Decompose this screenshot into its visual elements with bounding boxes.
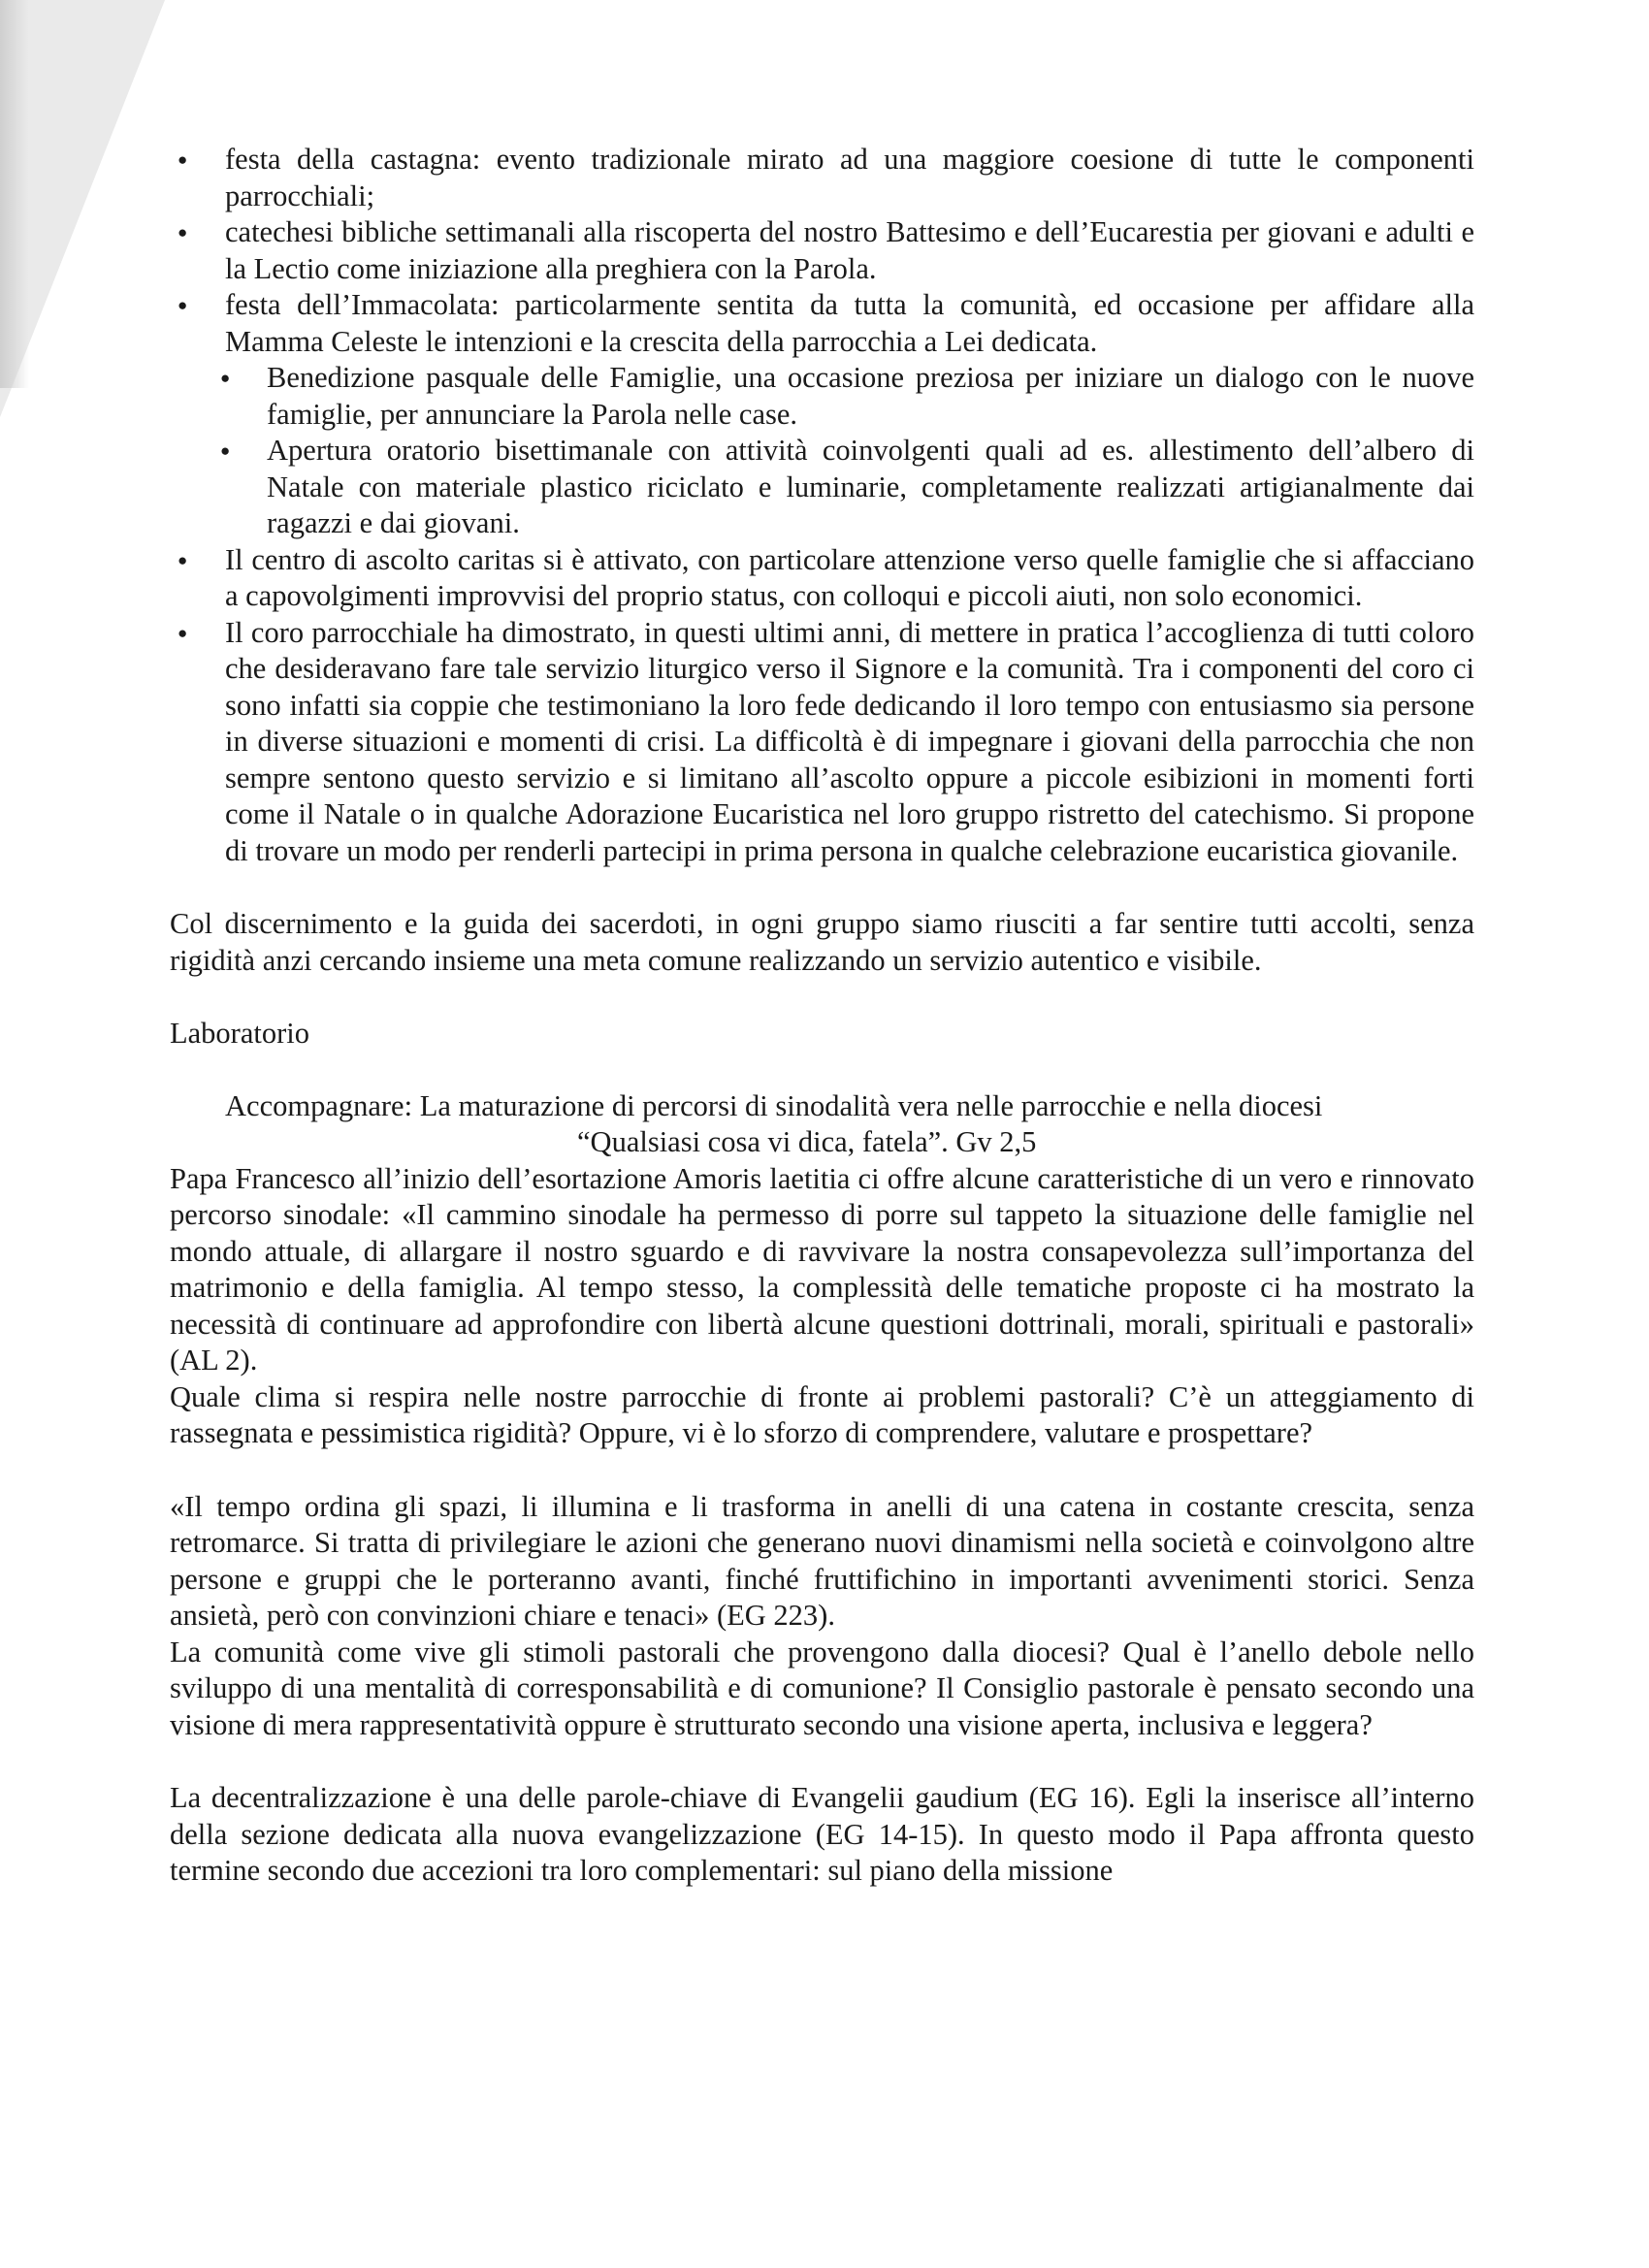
paragraph-discernimento: Col discernimento e la guida dei sacerdoti, in ogni gruppo siamo riusciti a far sentire tutti accolti, senza rigidità anzi cercando insieme una meta comune realizzando un servizio autentico e visibile. <box>170 907 1474 977</box>
document-body <box>170 142 1474 1890</box>
paragraph-tempo: «Il tempo ordina gli spazi, li illumina e li trasforma in anelli di una catena in costante crescita, senza retromarce. Si tratta di privilegiare le azioni che generano nuovi dinamismi nella società e coinvolgono altre persone e gruppi che le porteranno avanti, finché fruttifichino in importanti avvenimenti storici. Senza ansietà, però con convinzioni chiare e tenaci» (EG 223). <box>170 1489 1474 1632</box>
paragraph-clima: Quale clima si respira nelle nostre parrocchie di fronte ai problemi pastorali? C’è un atteggiamento di rassegnata e pessimistica rigidità? Oppure, vi è lo sforzo di comprendere, valutare e prospettare? <box>170 1379 1474 1449</box>
list-item: ● festa della castagna: evento tradizionale mirato ad una maggiore coesione di tutte le componenti parrocchiali; <box>170 142 1474 214</box>
section-subtitle: Accompagnare: La maturazione di percorsi di sinodalità vera nelle parrocchie e nella diocesi <box>225 1088 1323 1122</box>
list-item: ● Il coro parrocchiale ha dimostrato, in questi ultimi anni, di mettere in pratica l’accoglienza di tutti coloro che desideravano fare tale servizio liturgico verso il Signore e la comunità. Tra i componenti del coro ci sono infatti sia coppie che testimoniano la loro fede dedicando il loro tempo con entusiasmo sia persone in diverse situazioni e momenti di crisi. La difficoltà è di impegnare i giovani della parrocchia che non sempre sentono questo servizio e si limitano all’ascolto oppure a piccole esibizioni in momenti forti come il Natale o in qualche Adorazione Eucaristica nel loro gruppo ristretto del catechismo. Si propone di trovare un modo per renderli partecipi in prima persona in qualche celebrazione eucaristica giovanile. <box>170 615 1474 870</box>
paragraph-amoris: Papa Francesco all’inizio dell’esortazione Amoris laetitia ci offre alcune caratteristiche di un vero e rinnovato percorso sinodale: «Il cammino sinodale ha permesso di porre sul tappeto la situazione delle famiglie nel mondo attuale, di allargare il nostro sguardo e di ravvivare la nostra consapevolezza sull’importanza del matrimonio e della famiglia. Al tempo stesso, la complessità delle tematiche proposte ci ha mostrato la necessità di continuare ad approfondire con libertà alcune questioni dottrinali, morali, spirituali e pastorali» (AL 2). <box>170 1161 1474 1377</box>
scripture-quote: “Qualsiasi cosa vi dica, fatela”. Gv 2,5 <box>577 1125 1037 1158</box>
list-item: ● Apertura oratorio bisettimanale con attività coinvolgenti quali ad es. allestimento dell’albero di Natale con materiale plastico riciclato e luminarie, completamente realizzati artigianalmente dai ragazzi e dai giovani. <box>170 433 1474 542</box>
list-item: ● catechesi bibliche settimanali alla riscoperta del nostro Battesimo e dell’Eucarestia per giovani e adulti e la Lectio come iniziazione alla preghiera con la Parola. <box>170 214 1474 287</box>
section-title: Laboratorio <box>170 1017 309 1050</box>
paragraph-decentralizzazione: La decentralizzazione è una delle parole-chiave di Evangelii gaudium (EG 16). Egli la inserisce all’interno della sezione dedicata alla nuova evangelizzazione (EG 14-15). In questo modo il Papa affronta questo termine secondo due accezioni tra loro complementari: sul piano della missione <box>170 1781 1474 1887</box>
activity-list-3 <box>170 542 1474 870</box>
paragraph-comunita: La comunità come vive gli stimoli pastorali che provengono dalla diocesi? Qual è l’anello debole nello sviluppo di una mentalità di corresponsabilità e di comunione? Il Consiglio pastorale è pensato secondo una visione di mera rappresentatività oppure è strutturato secondo una visione aperta, inclusiva e leggera? <box>170 1635 1474 1741</box>
list-item: ● festa dell’Immacolata: particolarmente sentita da tutta la comunità, ed occasione per affidare alla Mamma Celeste le intenzioni e la crescita della parrocchia a Lei dedicata. <box>170 287 1474 360</box>
scan-edge-gradient <box>0 0 29 388</box>
list-item: ● Il centro di ascolto caritas si è attivato, con particolare attenzione verso quelle famiglie che si affacciano a capovolgimenti improvvisi del proprio status, con colloqui e piccoli aiuti, non solo economici. <box>170 542 1474 615</box>
list-item: ● Benedizione pasquale delle Famiglie, una occasione preziosa per iniziare un dialogo con le nuove famiglie, per annunciare la Parola nelle case. <box>170 360 1474 433</box>
activity-list-1 <box>170 142 1474 360</box>
activity-list-2 <box>170 360 1474 542</box>
